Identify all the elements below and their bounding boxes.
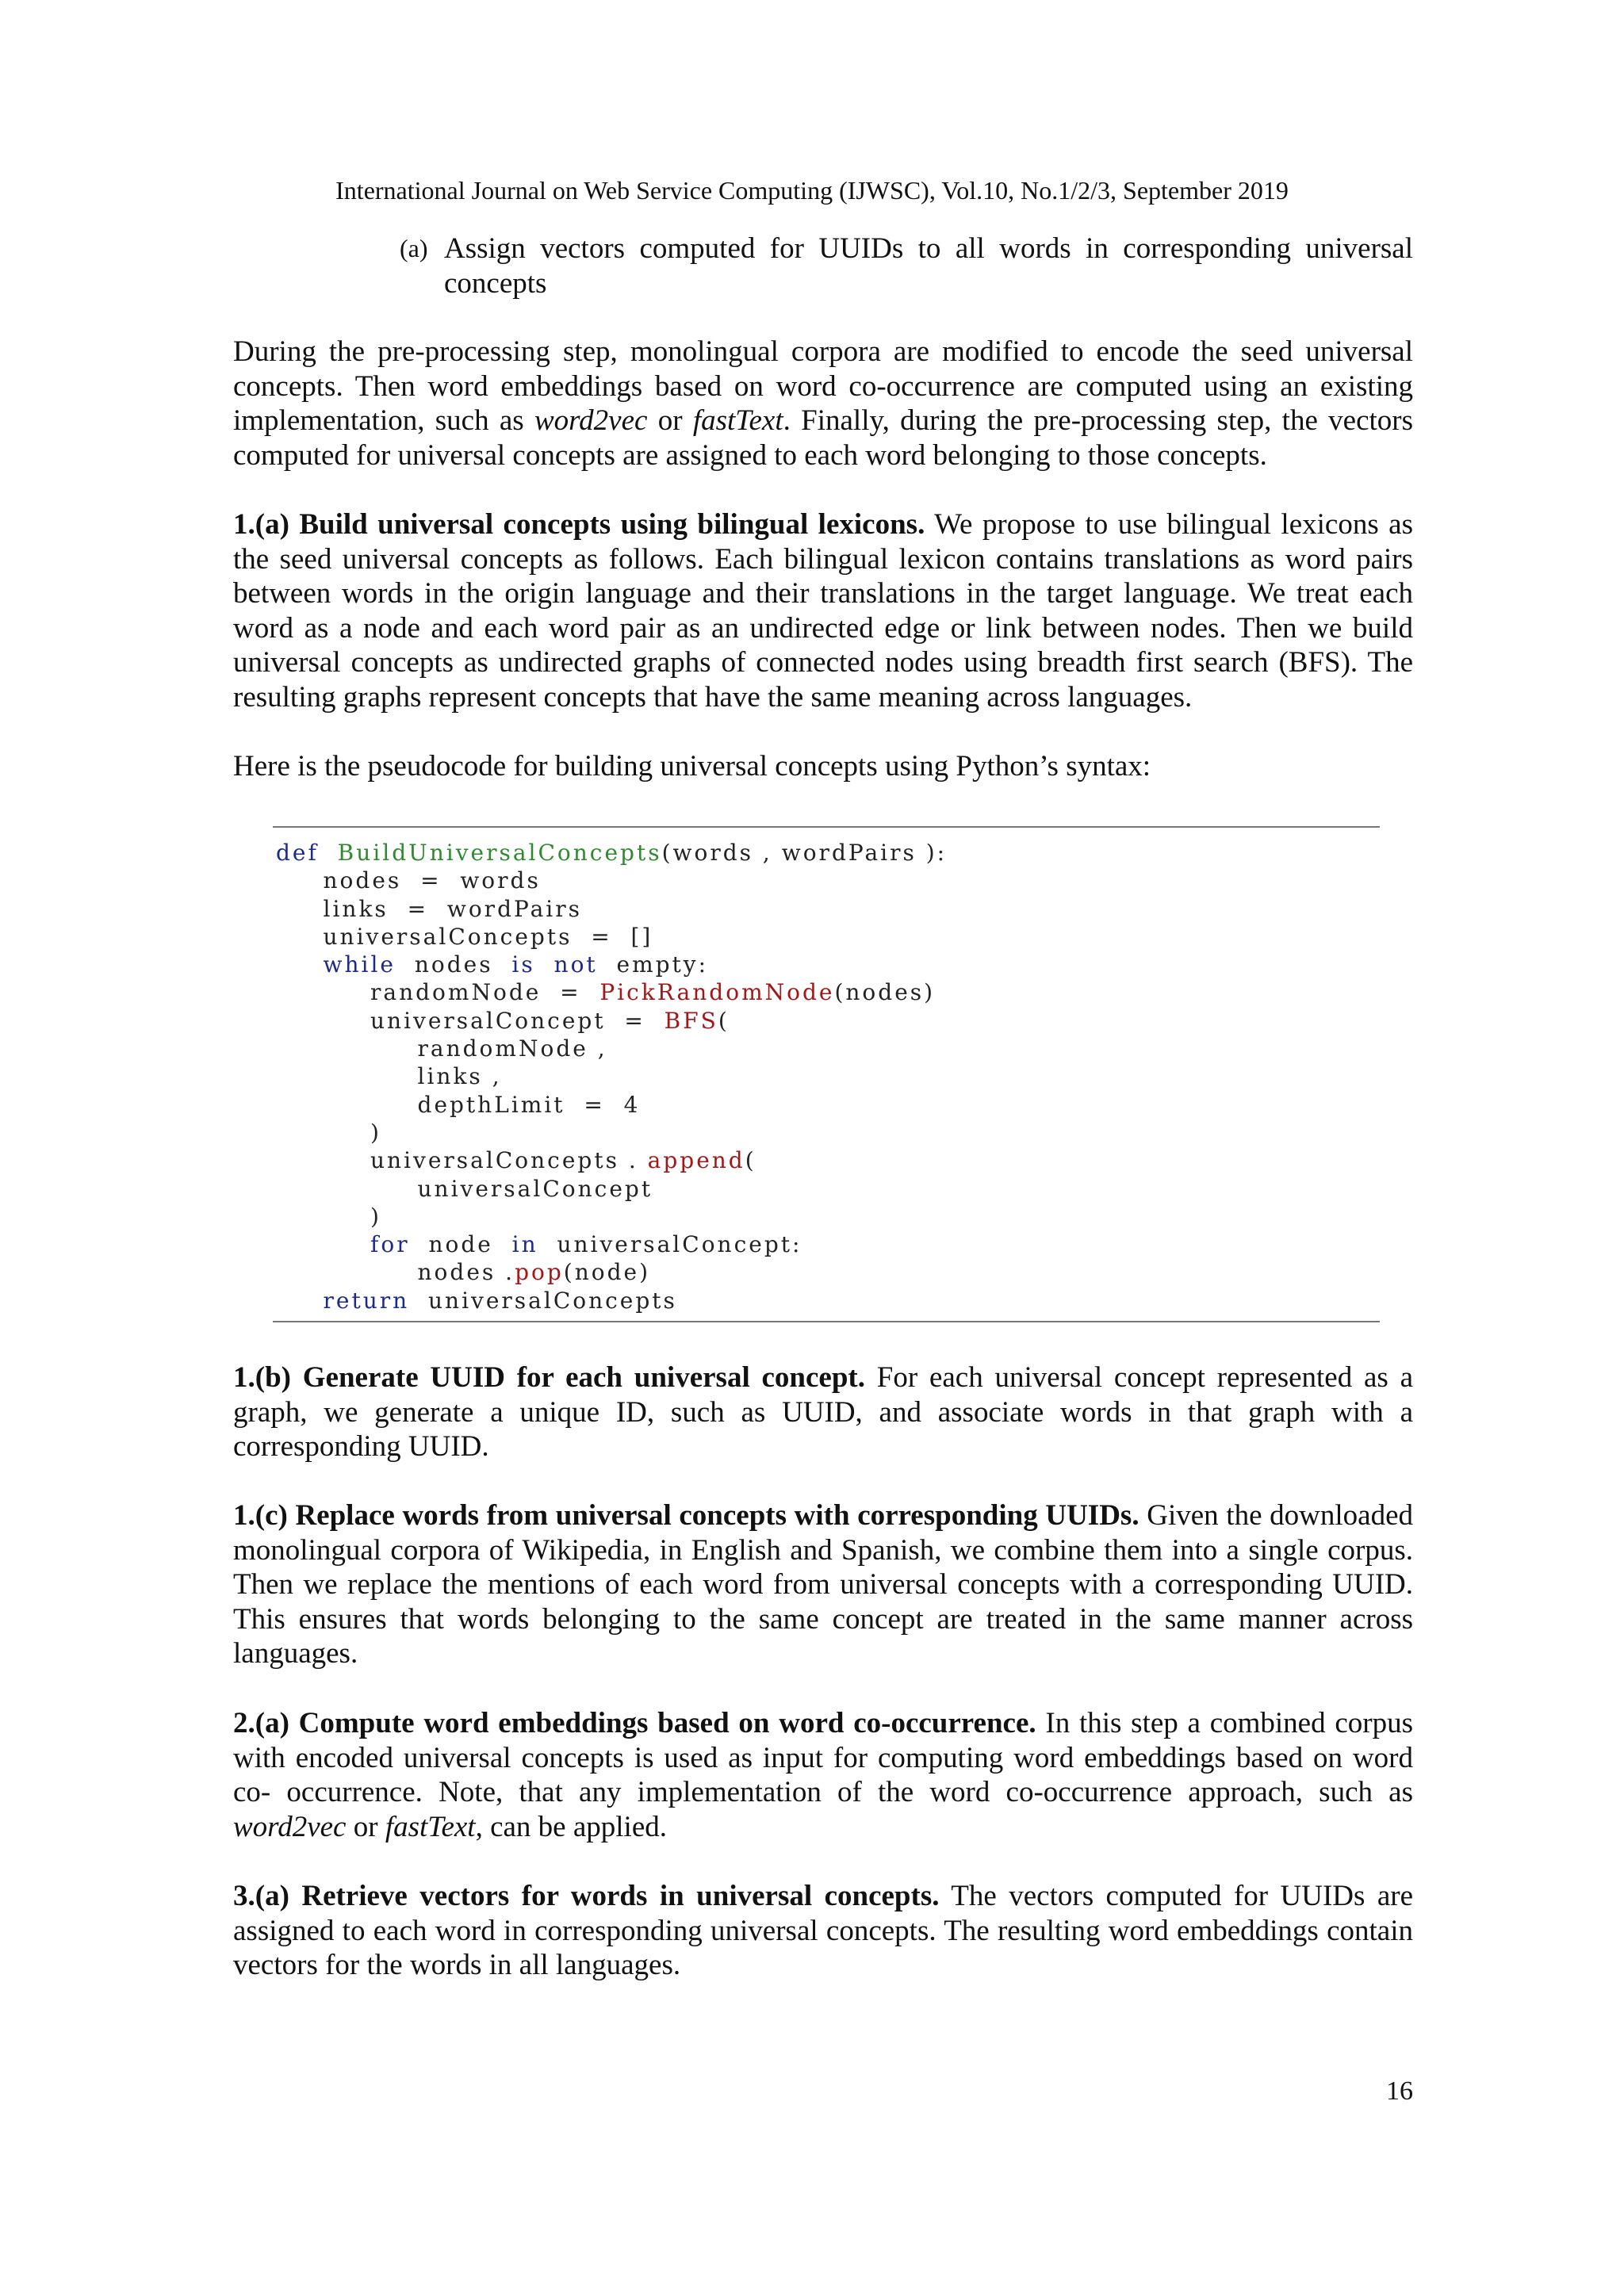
section-1c-text: Given the downloaded monolingual corpora of Wikipedia, in English and Spanish, we combine them into a single corpus. Then we replace the mentions of each word from universal concepts with a corresponding UUID. This ensures that words belonging to the same concept are treated in the same manner across languages.: [233, 1499, 1413, 1670]
section-1a-heading: 1.(a) Build universal concepts using bilingual lexicons.: [233, 508, 925, 541]
section-1a: [233, 507, 1413, 714]
code-call-pop: pop: [515, 1259, 564, 1286]
code-line-4: universalConcepts = []: [323, 923, 653, 950]
code-line-15a: node: [428, 1231, 493, 1258]
code-line-16b: (node): [563, 1259, 651, 1286]
code-line-5a: nodes: [414, 951, 493, 978]
section-2a-heading: 2.(a) Compute word embeddings based on word co-occurrence.: [233, 1707, 1036, 1739]
section-1b-heading: 1.(b) Generate UUID for each universal concept.: [233, 1361, 865, 1394]
code-line-11: ): [370, 1119, 381, 1146]
section-2a-italic-word2vec: word2vec: [233, 1810, 347, 1843]
code-keyword-for: for: [370, 1231, 410, 1258]
section-2a-text-3: , can be applied.: [475, 1810, 667, 1843]
intro-italic-fasttext: fastText: [692, 404, 783, 437]
section-1c: [233, 1498, 1413, 1671]
code-line-15b: universalConcept:: [557, 1231, 802, 1258]
section-2a-text-1: In this step a combined corpus with encoded universal concepts is used as input for computing word embeddings based on word co- occurrence. Note, that any implementation of the word co-occurrence approach, such as: [233, 1707, 1413, 1808]
page-number: 16: [1386, 2076, 1413, 2106]
code-block: [276, 839, 947, 1314]
section-3a-heading: 3.(a) Retrieve vectors for words in universal concepts.: [233, 1880, 940, 1912]
code-function-name: BuildUniversalConcepts: [337, 840, 662, 866]
section-1b: [233, 1360, 1413, 1464]
intro-text-3: . Finally, during the pre-processing step, the vectors computed for universal concepts are assigned to each word belonging to those concepts.: [233, 404, 1414, 472]
intro-paragraph: [233, 335, 1413, 473]
code-line-17: universalConcepts: [428, 1287, 677, 1314]
code-keyword-in: in: [511, 1231, 538, 1258]
pseudocode-intro: Here is the pseudocode for building universal concepts using Python’s syntax:: [233, 750, 1151, 783]
section-1c-heading: 1.(c) Replace words from universal concepts with corresponding UUIDs.: [233, 1499, 1139, 1532]
code-line-10: depthLimit = 4: [417, 1091, 641, 1118]
code-call-bfs: BFS: [664, 1007, 718, 1034]
code-line-7b: (: [718, 1007, 730, 1034]
section-2a-italic-fasttext: fastText: [385, 1810, 476, 1843]
section-1b-text: For each universal concept represented as a graph, we generate a unique ID, such as UUID, and associate words in that graph with a corresponding UUID.: [233, 1361, 1414, 1463]
code-line-6b: (nodes): [834, 979, 936, 1006]
code-line-3: links = wordPairs: [323, 895, 582, 922]
code-keyword-not: not: [553, 951, 598, 978]
code-keyword-return: return: [323, 1287, 410, 1314]
list-item-text: Assign vectors computed for UUIDs to all words in corresponding universal concepts: [444, 232, 1413, 300]
code-line-12a: universalConcepts .: [370, 1147, 638, 1174]
code-line-16a: nodes .: [417, 1259, 515, 1286]
code-keyword-def: def: [276, 840, 319, 866]
code-line-5b: empty:: [616, 951, 709, 978]
code-line-6a: randomNode =: [370, 979, 581, 1006]
code-line-14: ): [370, 1203, 381, 1230]
code-call-pickrandomnode: PickRandomNode: [599, 979, 835, 1006]
code-listing: [273, 826, 1380, 1322]
section-3a-text: The vectors computed for UUIDs are assigned to each word in corresponding universal concepts. The resulting word embeddings contain vectors for the words in all languages.: [233, 1880, 1414, 1981]
code-line-8: randomNode ,: [417, 1035, 607, 1062]
code-keyword-is: is: [511, 951, 535, 978]
code-line-7a: universalConcept =: [370, 1007, 645, 1034]
section-2a: [233, 1706, 1413, 1844]
intro-text-2: or: [647, 404, 693, 437]
intro-italic-word2vec: word2vec: [534, 404, 648, 437]
section-3a: [233, 1879, 1413, 1983]
section-1a-text: We propose to use bilingual lexicons as the seed universal concepts as follows. Each bilingual lexicon contains translations as word pairs between words in the origin language and their translations in the target language. We treat each word as a node and each word pair as an undirected edge or link between nodes. Then we build universal concepts as undirected graphs of connected nodes using breadth first search (BFS). The resulting graphs represent concepts that have the same meaning across languages.: [233, 508, 1413, 714]
code-line-13: universalConcept: [417, 1175, 653, 1202]
code-line-1: (words , wordPairs ):: [661, 840, 948, 866]
section-2a-text-2: or: [346, 1810, 385, 1843]
code-line-9: links ,: [417, 1063, 502, 1090]
code-line-2: nodes = words: [323, 867, 541, 894]
code-keyword-while: while: [323, 951, 396, 978]
code-call-append: append: [647, 1147, 745, 1174]
list-item-a: [400, 232, 1413, 300]
intro-text-1: During the pre-processing step, monolingual corpora are modified to encode the seed universal concepts. Then word embeddings based on word co-occurrence are computed using an existing implementation, such as: [233, 335, 1413, 437]
code-line-12b: (: [745, 1147, 756, 1174]
running-header: International Journal on Web Service Computing (IJWSC), Vol.10, No.1/2/3, September 2019: [335, 176, 1289, 205]
list-marker: (a): [400, 234, 428, 262]
